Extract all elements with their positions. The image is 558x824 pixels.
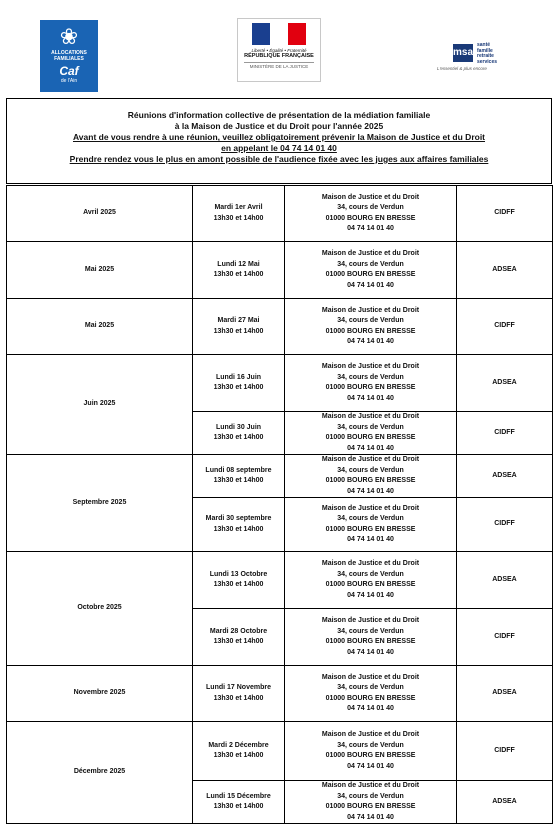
place-line4: 04 74 14 01 40 — [347, 487, 394, 495]
time-label: 13h30 et 14h00 — [213, 477, 264, 484]
place-line4: 04 74 14 01 40 — [347, 813, 394, 821]
place-cell — [285, 186, 457, 242]
caf-logo — [40, 20, 98, 92]
place-line3: 01000 BOURG EN BRESSE — [325, 694, 416, 702]
table-row — [7, 242, 553, 299]
organization-cell: CIDFF — [457, 299, 553, 355]
date-label: Mardi 1er Avril — [214, 204, 263, 211]
organization-cell: ADSEA — [457, 355, 553, 412]
time-label: 13h30 et 14h00 — [213, 638, 264, 645]
time-label: 13h30 et 14h00 — [213, 384, 264, 391]
place-line1: Maison de Justice et du Droit — [321, 673, 420, 681]
rf-motto: Liberté • Égalité • Fraternité — [251, 48, 307, 53]
date-cell — [193, 455, 285, 498]
place-line3: 01000 BOURG EN BRESSE — [325, 803, 416, 810]
place-line4: 04 74 14 01 40 — [347, 444, 394, 452]
month-cell: Juin 2025 — [7, 355, 193, 455]
time-label: 13h30 et 14h00 — [213, 271, 264, 278]
date-label: Mardi 27 Mai — [217, 317, 260, 324]
msa-word3: retraite — [477, 53, 494, 59]
date-label: Lundi 12 Mai — [217, 260, 260, 268]
month-cell: Septembre 2025 — [7, 455, 193, 552]
msa-mark-icon: msa — [453, 44, 473, 62]
place-line4: 04 74 14 01 40 — [347, 536, 394, 543]
msa-word2: famille — [477, 47, 493, 54]
msa-logo — [437, 40, 517, 76]
date-label: Mardi 28 Octobre — [209, 627, 268, 635]
place-line3: 01000 BOURG EN BRESSE — [325, 214, 416, 222]
place-line1: Maison de Justice et du Droit — [321, 617, 420, 624]
place-cell — [285, 722, 457, 781]
month-cell: Octobre 2025 — [7, 552, 193, 666]
place-line1: Maison de Justice et du Droit — [321, 250, 420, 257]
table-row — [7, 455, 553, 498]
place-line4: 04 74 14 01 40 — [347, 225, 394, 232]
place-line3: 01000 BOURG EN BRESSE — [325, 384, 416, 391]
time-label: 13h30 et 14h00 — [213, 525, 264, 533]
place-line3: 01000 BOURG EN BRESSE — [325, 638, 416, 645]
table-row — [7, 722, 553, 781]
place-line1: Maison de Justice et du Droit — [321, 413, 420, 420]
month-cell: Novembre 2025 — [7, 666, 193, 722]
date-cell — [193, 498, 285, 552]
caf-logo-sub: de l'Ain — [60, 78, 78, 84]
date-cell — [193, 781, 285, 824]
place-line2: 34, cours de Verdun — [337, 423, 404, 431]
place-line3: 01000 BOURG EN BRESSE — [325, 434, 416, 441]
place-cell — [285, 355, 457, 412]
place-cell — [285, 412, 457, 455]
organization-cell: ADSEA — [457, 781, 553, 824]
place-line2: 34, cours de Verdun — [337, 260, 404, 268]
place-line4: 04 74 14 01 40 — [347, 394, 394, 402]
organization-cell: CIDFF — [457, 609, 553, 666]
place-line2: 34, cours de Verdun — [337, 627, 404, 635]
date-label: Lundi 08 septembre — [205, 466, 272, 474]
date-cell — [193, 412, 285, 455]
date-label: Lundi 30 Juin — [215, 423, 262, 431]
caf-logo-brand: Caf — [59, 64, 79, 78]
place-line4: 04 74 14 01 40 — [347, 338, 394, 345]
organization-cell: ADSEA — [457, 455, 553, 498]
place-line1: Maison de Justice et du Droit — [321, 306, 420, 314]
place-line4: 04 74 14 01 40 — [347, 705, 394, 712]
place-line2: 34, cours de Verdun — [337, 684, 404, 691]
place-line4: 04 74 14 01 40 — [347, 762, 394, 770]
place-line4: 04 74 14 01 40 — [347, 281, 394, 289]
time-label: 13h30 et 14h00 — [213, 434, 264, 441]
header-line5: Prendre rendez vous le plus en amont possible de l'audience fixée avec les juges aux affaires familiales — [69, 154, 489, 164]
place-line3: 01000 BOURG EN BRESSE — [325, 271, 416, 278]
place-line2: 34, cours de Verdun — [337, 317, 404, 324]
french-flag-icon — [252, 23, 306, 45]
organization-cell: ADSEA — [457, 242, 553, 299]
organization-cell: CIDFF — [457, 722, 553, 781]
place-line4: 04 74 14 01 40 — [347, 591, 394, 599]
organization-cell: CIDFF — [457, 498, 553, 552]
caf-logo-line1: ALLOCATIONS — [51, 50, 87, 56]
month-cell: Décembre 2025 — [7, 722, 193, 824]
place-cell — [285, 455, 457, 498]
organization-cell: ADSEA — [457, 666, 553, 722]
rf-republic: RÉPUBLIQUE FRANÇAISE — [244, 53, 314, 59]
header-line3: Avant de vous rendre à une réunion, veuillez obligatoirement prévenir la Maison de Justice et du Droit — [72, 132, 486, 142]
place-line1: Maison de Justice et du Droit — [321, 456, 420, 463]
document-header — [6, 98, 552, 184]
caf-symbol-icon: ❀ — [59, 24, 79, 49]
place-cell — [285, 609, 457, 666]
msa-words — [477, 43, 497, 65]
place-line1: Maison de Justice et du Droit — [321, 731, 420, 738]
time-label: 13h30 et 14h00 — [213, 803, 264, 810]
place-line1: Maison de Justice et du Droit — [321, 193, 420, 201]
date-cell — [193, 609, 285, 666]
place-line1: Maison de Justice et du Droit — [321, 560, 420, 567]
place-cell — [285, 552, 457, 609]
republique-francaise-logo — [237, 18, 321, 82]
place-line1: Maison de Justice et du Droit — [321, 504, 420, 512]
schedule-table — [6, 185, 553, 824]
date-cell — [193, 186, 285, 242]
msa-tagline: L'essentiel & plus encore — [437, 66, 487, 71]
table-row — [7, 355, 553, 412]
organization-cell: CIDFF — [457, 412, 553, 455]
place-cell — [285, 299, 457, 355]
place-line2: 34, cours de Verdun — [337, 741, 404, 749]
table-row — [7, 299, 553, 355]
logo-bar — [0, 0, 558, 96]
place-line2: 34, cours de Verdun — [337, 570, 404, 578]
place-line1: Maison de Justice et du Droit — [321, 363, 420, 370]
place-line2: 34, cours de Verdun — [337, 792, 404, 800]
time-label: 13h30 et 14h00 — [213, 581, 264, 588]
month-cell: Mai 2025 — [7, 299, 193, 355]
place-cell — [285, 666, 457, 722]
time-label: 13h30 et 14h00 — [213, 327, 264, 335]
date-cell — [193, 552, 285, 609]
header-line4: en appelant le 04 74 14 01 40 — [221, 143, 337, 153]
place-cell — [285, 242, 457, 299]
date-cell — [193, 666, 285, 722]
date-label: Mardi 30 septembre — [205, 515, 272, 522]
place-line2: 34, cours de Verdun — [337, 466, 404, 474]
place-line2: 34, cours de Verdun — [337, 204, 404, 211]
header-line1: Réunions d'information collective de présentation de la médiation familiale — [127, 110, 431, 120]
msa-word4: services — [477, 58, 498, 65]
date-cell — [193, 722, 285, 781]
date-cell — [193, 355, 285, 412]
place-line2: 34, cours de Verdun — [337, 373, 404, 381]
place-line1: Maison de Justice et du Droit — [321, 782, 420, 789]
date-cell — [193, 242, 285, 299]
rf-ministry: MINISTÈRE DE LA JUSTICE — [244, 62, 314, 69]
place-line3: 01000 BOURG EN BRESSE — [325, 581, 416, 588]
place-line4: 04 74 14 01 40 — [347, 648, 394, 656]
table-row — [7, 552, 553, 609]
date-label: Lundi 15 Décembre — [206, 792, 271, 800]
table-row — [7, 666, 553, 722]
msa-word1: santé — [477, 42, 491, 48]
time-label: 13h30 et 14h00 — [213, 694, 264, 702]
date-label: Lundi 13 Octobre — [209, 570, 268, 578]
place-line3: 01000 BOURG EN BRESSE — [325, 752, 416, 759]
place-line3: 01000 BOURG EN BRESSE — [325, 477, 416, 484]
date-label: Mardi 2 Décembre — [208, 741, 269, 749]
header-line2: à la Maison de Justice et du Droit pour l'année 2025 — [174, 121, 384, 131]
organization-cell: ADSEA — [457, 552, 553, 609]
time-label: 13h30 et 14h00 — [213, 752, 264, 759]
organization-cell: CIDFF — [457, 186, 553, 242]
time-label: 13h30 et 14h00 — [213, 214, 264, 222]
place-line2: 34, cours de Verdun — [337, 515, 404, 522]
place-line3: 01000 BOURG EN BRESSE — [325, 327, 416, 335]
table-row — [7, 186, 553, 242]
month-cell: Mai 2025 — [7, 242, 193, 299]
place-line3: 01000 BOURG EN BRESSE — [325, 525, 416, 533]
month-cell: Avril 2025 — [7, 186, 193, 242]
date-cell — [193, 299, 285, 355]
place-cell — [285, 498, 457, 552]
date-label: Lundi 16 Juin — [215, 373, 262, 381]
caf-logo-line2: FAMILIALES — [54, 56, 84, 62]
date-label: Lundi 17 Novembre — [206, 684, 271, 691]
place-cell — [285, 781, 457, 824]
